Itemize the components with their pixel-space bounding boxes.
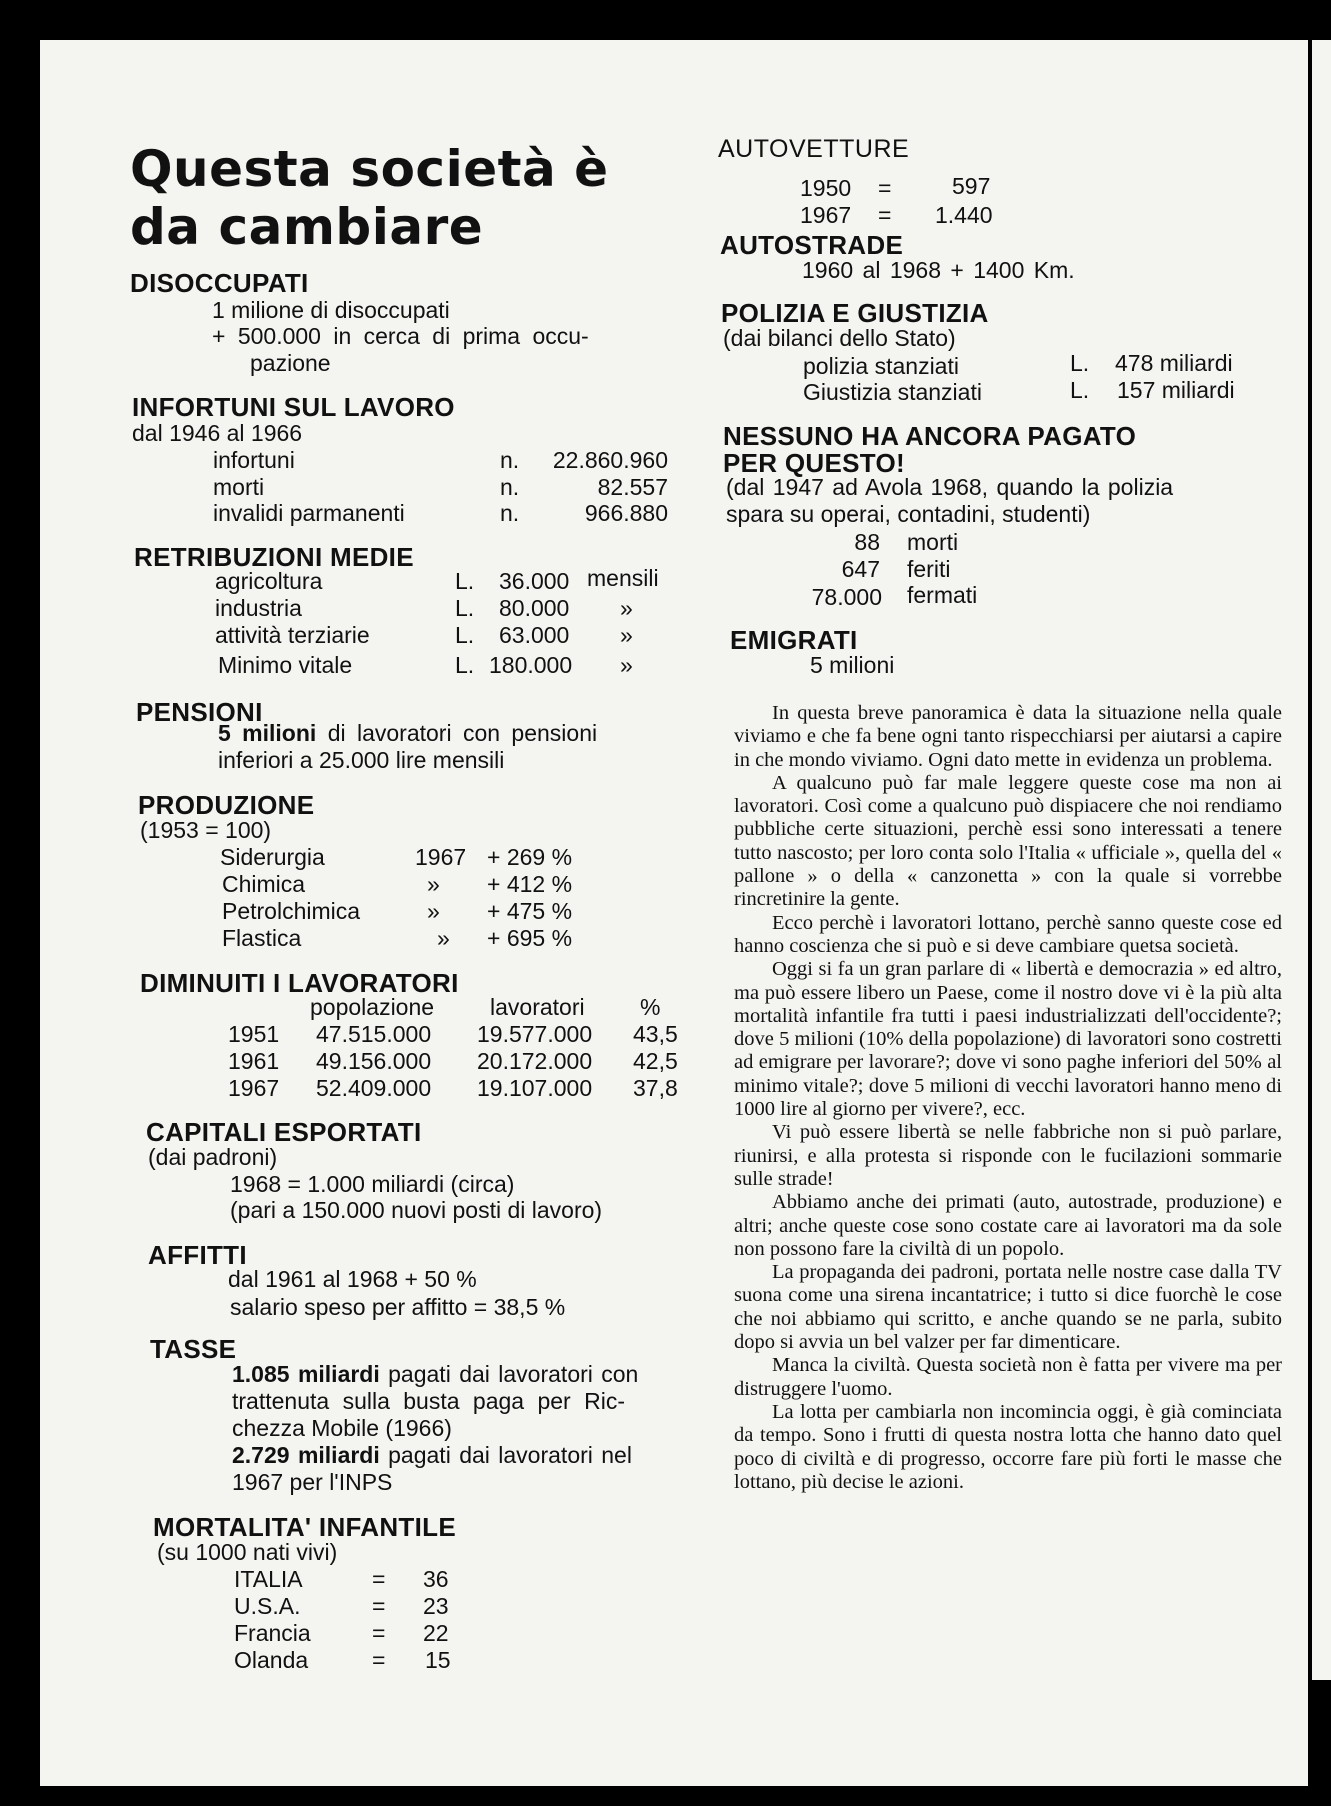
- text-line: spara su operai, contadini, studenti): [726, 501, 1091, 527]
- row-eq: =: [878, 202, 892, 228]
- column-header: popolazione: [310, 994, 435, 1020]
- body-paragraph: Manca la civiltà. Questa società non è fatta per vivere ma per distruggere l'uomo.: [734, 1354, 1282, 1400]
- body-paragraph: La lotta per cambiarla non incomincia oggi, è già cominciata da tempo. Sono i frutti di questa nostra lotta che hanno dato quel poco di civiltà e di progresso, occorre fare più forti le masse che lottano, più decise le azioni.: [734, 1400, 1282, 1493]
- text-fragment: pagati dai lavoratori con: [388, 1361, 639, 1387]
- text-line: 1 milione di disoccupati: [212, 297, 450, 323]
- bold-figure: 2.729 miliardi: [232, 1442, 380, 1468]
- section-heading-produzione: PRODUZIONE: [138, 790, 315, 820]
- row-label: morti: [907, 529, 959, 555]
- row-value: + 475 %: [487, 898, 573, 924]
- row-value: + 695 %: [487, 925, 573, 951]
- article-title: [130, 140, 609, 256]
- row-label: industria: [215, 595, 302, 621]
- table-cell: 1951: [228, 1021, 280, 1047]
- row-value: 36.000: [499, 568, 570, 594]
- sub-text: (dai padroni): [148, 1144, 278, 1170]
- body-paragraph: Ecco perchè i lavoratori lottano, perchè sanno queste cose ed hanno coscienza che si può e si deve cambiare quetsa società.: [734, 911, 1282, 957]
- row-currency: L.: [455, 652, 475, 678]
- row-prefix: n.: [500, 447, 520, 473]
- article-body: [734, 702, 1282, 1494]
- body-paragraph: In questa breve panoramica è data la situazione nella quale viviamo e che fa bene ogni tanto rispecchiarsi per aiutarsi a capire in che mondo viviamo. Ogni dato mette in evidenza un problema.: [734, 702, 1282, 771]
- table-cell: 49.156.000: [316, 1048, 432, 1074]
- text-line: [232, 1361, 638, 1388]
- table-cell: 37,8: [633, 1075, 678, 1101]
- table-cell: 20.172.000: [477, 1048, 593, 1074]
- section-heading-nessuno-2: PER QUESTO!: [723, 448, 905, 478]
- row-label: Francia: [234, 1620, 311, 1646]
- text-line: salario speso per affitto = 38,5 %: [230, 1294, 566, 1320]
- row-value: + 269 %: [487, 844, 573, 870]
- row-value: 966.880: [584, 500, 668, 526]
- text-line: 1960 al 1968 + 1400 Km.: [802, 257, 1075, 283]
- sub-text: (dai bilanci dello Stato): [723, 325, 956, 351]
- row-eq: =: [372, 1566, 386, 1592]
- row-eq: =: [878, 175, 892, 201]
- text-line: inferiori a 25.000 lire mensili: [218, 747, 505, 773]
- section-heading-polizia: POLIZIA E GIUSTIZIA: [721, 298, 989, 328]
- row-label: Giustizia stanziati: [803, 379, 982, 405]
- section-heading-nessuno: NESSUNO HA ANCORA PAGATO: [723, 421, 1137, 451]
- row-label: ITALIA: [234, 1566, 303, 1592]
- table-cell: 19.577.000: [477, 1021, 593, 1047]
- row-value: 80.000: [499, 595, 570, 621]
- text-line: [218, 720, 597, 747]
- row-eq: =: [372, 1593, 386, 1619]
- row-label: polizia stanziati: [803, 353, 959, 379]
- row-unit: »: [620, 622, 633, 648]
- row-value: 15: [425, 1647, 451, 1673]
- row-year: 1950: [800, 175, 852, 201]
- section-heading-autovetture: AUTOVETTURE: [718, 135, 910, 163]
- row-value: 78.000: [811, 584, 882, 610]
- body-paragraph: La propaganda dei padroni, portata nelle nostre case dalla TV suona come una sirena incantatrice; i tutto si dice fuorchè le cose che noi abbiamo qui scritto, e anche quando se ne parla, subito dopo si avvia un bel valzer per far dimenticare.: [734, 1261, 1282, 1354]
- text-line: chezza Mobile (1966): [232, 1415, 452, 1441]
- row-eq: =: [372, 1647, 386, 1673]
- row-label: feriti: [907, 556, 951, 582]
- sub-text: (su 1000 nati vivi): [157, 1539, 338, 1565]
- table-cell: 52.409.000: [316, 1075, 432, 1101]
- body-paragraph: Oggi si fa un gran parlare di « libertà e democrazia » ed altro, ma può essere libero un Paese, come il nostro dove vi è la più alta mortalità infantile fra tutti i paesi industrializzati dell'occidente?; dove 5 milioni (10% della popolazione) di lavoratori sono costretti ad emigrare per lavorare?; dove vi sono paghe inferiori del 50% al minimo vitale?; dove 5 milioni di vecchi lavoratori hanno meno di 1000 lire al giorno per vivere?, ecc.: [734, 958, 1282, 1121]
- text-line: + 500.000 in cerca di prima occu-: [212, 323, 589, 349]
- row-label: fermati: [907, 582, 978, 608]
- row-label: Siderurgia: [220, 844, 325, 870]
- row-label: attività terziarie: [215, 622, 370, 648]
- base-text: (1953 = 100): [140, 817, 272, 843]
- row-value: + 412 %: [487, 871, 573, 897]
- row-label: Olanda: [234, 1647, 309, 1673]
- body-paragraph: A qualcuno può far male leggere queste cose ma non ai lavoratori. Così come a qualcuno può dispiacere che noi rendiamo pubbliche certe situazioni, perchè essi sono interessati a tenere tutto nascosto; per loro conta solo l'Italia « ufficiale », quella del « pallone » o della « canzonetta » con la quale si vorrebbe rincretinire la gente.: [734, 771, 1282, 911]
- row-prefix: n.: [500, 500, 520, 526]
- text-line: 1968 = 1.000 miliardi (circa): [230, 1171, 515, 1197]
- row-value: 647: [841, 556, 880, 582]
- row-value: 180.000: [489, 652, 573, 678]
- row-value: 22: [423, 1620, 449, 1646]
- row-unit: mensili: [587, 565, 659, 591]
- row-label: agricoltura: [215, 568, 323, 594]
- row-value: 22.860.960: [552, 447, 668, 473]
- row-value: 157 miliardi: [1117, 377, 1235, 403]
- row-label: infortuni: [213, 447, 295, 473]
- row-unit: »: [620, 652, 633, 678]
- section-heading-tasse: TASSE: [150, 1334, 237, 1364]
- row-label: invalidi parmanenti: [213, 500, 405, 526]
- table-cell: 1967: [228, 1075, 280, 1101]
- row-currency: L.: [1070, 377, 1090, 403]
- row-year: 1967: [415, 844, 467, 870]
- row-value: 597: [952, 173, 991, 199]
- period-text: dal 1946 al 1966: [132, 420, 303, 446]
- section-heading-mortalita: MORTALITA' INFANTILE: [153, 1512, 456, 1542]
- table-cell: 47.515.000: [316, 1021, 432, 1047]
- row-year: »: [427, 898, 440, 924]
- table-cell: 42,5: [633, 1048, 678, 1074]
- table-cell: 43,5: [633, 1021, 678, 1047]
- title-line: Questa società è: [130, 140, 609, 198]
- text-line: pazione: [250, 350, 331, 376]
- text-line: (pari a 150.000 nuovi posti di lavoro): [230, 1197, 603, 1223]
- section-heading-capitali: CAPITALI ESPORTATI: [146, 1117, 422, 1147]
- column-header: %: [640, 994, 661, 1020]
- table-cell: 1961: [228, 1048, 280, 1074]
- section-heading-retribuzioni: RETRIBUZIONI MEDIE: [134, 542, 414, 572]
- row-value: 1.440: [935, 202, 993, 228]
- bold-figure: 5 milioni: [218, 720, 317, 746]
- row-eq: =: [372, 1620, 386, 1646]
- row-year: 1967: [800, 202, 852, 228]
- row-prefix: n.: [500, 474, 520, 500]
- bold-figure: 1.085 miliardi: [232, 1361, 380, 1387]
- column-header: lavoratori: [490, 994, 585, 1020]
- section-heading-infortuni: INFORTUNI SUL LAVORO: [132, 392, 455, 422]
- text-line: (dal 1947 ad Avola 1968, quando la polizia: [726, 474, 1174, 500]
- row-year: »: [437, 925, 450, 951]
- row-currency: L.: [455, 595, 475, 621]
- title-line: da cambiare: [130, 198, 484, 256]
- row-currency: L.: [1070, 350, 1090, 376]
- row-value: 23: [423, 1593, 449, 1619]
- row-label: Flastica: [222, 925, 302, 951]
- section-heading-pensioni: PENSIONI: [136, 697, 263, 727]
- body-paragraph: Abbiamo anche dei primati (auto, autostrade, produzione) e altri; anche queste cose sono costate care ai lavoratori ma da sole non possono fare la civiltà di un popolo.: [734, 1191, 1282, 1260]
- row-label: morti: [213, 474, 265, 500]
- text-line: 5 milioni: [810, 652, 895, 678]
- text-line: [232, 1442, 632, 1469]
- row-value: 478 miliardi: [1115, 350, 1233, 376]
- row-year: »: [427, 871, 440, 897]
- table-cell: 19.107.000: [477, 1075, 593, 1101]
- row-value: 36: [423, 1566, 449, 1592]
- row-label: U.S.A.: [234, 1593, 301, 1619]
- row-currency: L.: [455, 568, 475, 594]
- row-value: 88: [854, 529, 880, 555]
- text-line: dal 1961 al 1968 + 50 %: [228, 1266, 477, 1292]
- text-line: trattenuta sulla busta paga per Ric-: [232, 1388, 625, 1414]
- text-fragment: di lavoratori con pensioni: [327, 720, 598, 746]
- section-heading-diminuiti: DIMINUITI I LAVORATORI: [140, 968, 459, 998]
- row-currency: L.: [455, 622, 475, 648]
- row-label: Petrolchimica: [222, 898, 361, 924]
- row-label: Chimica: [222, 871, 306, 897]
- row-unit: »: [620, 595, 633, 621]
- page-edge: [1312, 40, 1331, 1680]
- row-value: 63.000: [499, 622, 570, 648]
- section-heading-emigrati: EMIGRATI: [730, 625, 858, 655]
- text-fragment: pagati dai lavoratori nel: [388, 1442, 632, 1468]
- text-line: 1967 per l'INPS: [232, 1469, 393, 1495]
- section-heading-affitti: AFFITTI: [148, 1240, 247, 1270]
- section-heading-disoccupati: DISOCCUPATI: [130, 268, 309, 298]
- body-paragraph: Vi può essere libertà se nelle fabbriche non si può parlare, riunirsi, e alla protesta si risponde con le fucilazioni sommarie sulle strade!: [734, 1121, 1282, 1190]
- row-value: 82.557: [597, 474, 668, 500]
- row-label: Minimo vitale: [218, 652, 353, 678]
- section-heading-autostrade: AUTOSTRADE: [720, 230, 904, 260]
